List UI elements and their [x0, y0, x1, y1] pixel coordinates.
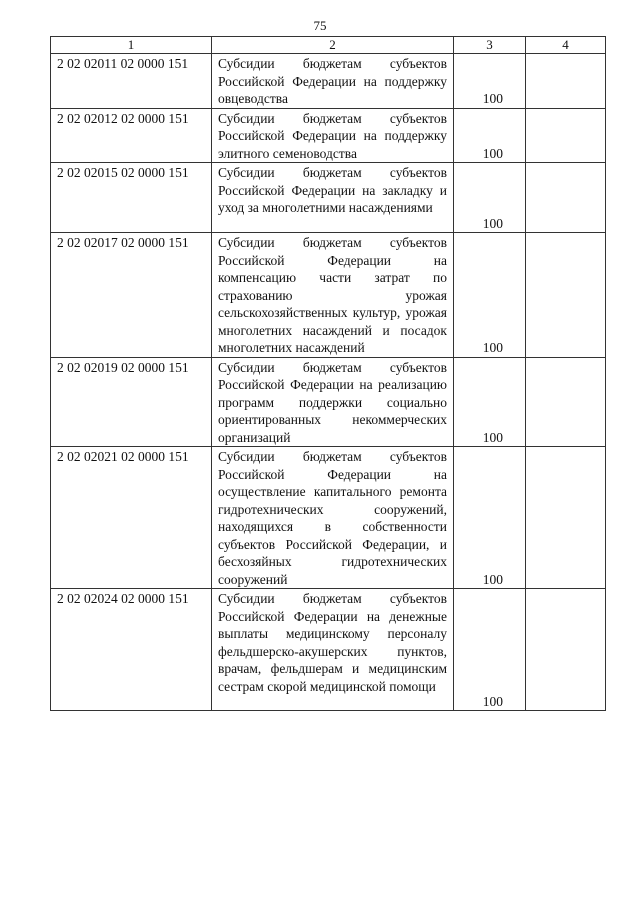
classification-code: 2 02 02024 02 0000 151 [51, 589, 212, 711]
row-description: Субсидии бюджетам субъектов Российской Федерации на денежные выплаты медицинскому персоналу фельдшерско-акушерских пунктов, врачам, фельдшерам и медицинским сестрам скорой медицинской помощи [212, 589, 454, 711]
row-description: Субсидии бюджетам субъектов Российской Федерации на поддержку овцеводства [212, 54, 454, 109]
table-row [51, 357, 606, 447]
column-header-1: 1 [51, 37, 212, 54]
row-column-4 [526, 233, 606, 358]
classification-code: 2 02 02011 02 0000 151 [51, 54, 212, 109]
column-header-2: 2 [212, 37, 454, 54]
table-row [51, 447, 606, 589]
row-description: Субсидии бюджетам субъектов Российской Федерации на закладку и уход за многолетними насаждениями [212, 163, 454, 233]
classification-code: 2 02 02015 02 0000 151 [51, 163, 212, 233]
row-amount: 100 [454, 54, 526, 109]
table-row [51, 108, 606, 163]
row-column-4 [526, 163, 606, 233]
row-amount: 100 [454, 589, 526, 711]
page-number: 75 [313, 18, 327, 33]
classification-code: 2 02 02021 02 0000 151 [51, 447, 212, 589]
row-amount: 100 [454, 447, 526, 589]
row-amount: 100 [454, 233, 526, 358]
column-header-3: 3 [454, 37, 526, 54]
table-row [51, 54, 606, 109]
column-header-4: 4 [526, 37, 606, 54]
row-column-4 [526, 54, 606, 109]
table-row [51, 233, 606, 358]
header-row [51, 37, 606, 54]
row-description: Субсидии бюджетам субъектов Российской Федерации на осуществление капитального ремонта гидротехнических сооружений, находящихся в собственности субъектов Российской Федерации, и бесхозяйных гидротехнических сооружений [212, 447, 454, 589]
classification-code: 2 02 02012 02 0000 151 [51, 108, 212, 163]
row-description: Субсидии бюджетам субъектов Российской Федерации на компенсацию части затрат по страхованию урожая сельскохозяйственных культур, урожая многолетних насаждений и посадок многолетних насаждений [212, 233, 454, 358]
table-row [51, 163, 606, 233]
budget-table [50, 36, 606, 711]
row-description: Субсидии бюджетам субъектов Российской Федерации на реализацию программ поддержки социально ориентированных некоммерческих организаций [212, 357, 454, 447]
row-description: Субсидии бюджетам субъектов Российской Федерации на поддержку элитного семеноводства [212, 108, 454, 163]
classification-code: 2 02 02017 02 0000 151 [51, 233, 212, 358]
row-column-4 [526, 589, 606, 711]
row-column-4 [526, 357, 606, 447]
row-amount: 100 [454, 163, 526, 233]
row-column-4 [526, 108, 606, 163]
table-row [51, 589, 606, 711]
row-column-4 [526, 447, 606, 589]
row-amount: 100 [454, 108, 526, 163]
row-amount: 100 [454, 357, 526, 447]
classification-code: 2 02 02019 02 0000 151 [51, 357, 212, 447]
